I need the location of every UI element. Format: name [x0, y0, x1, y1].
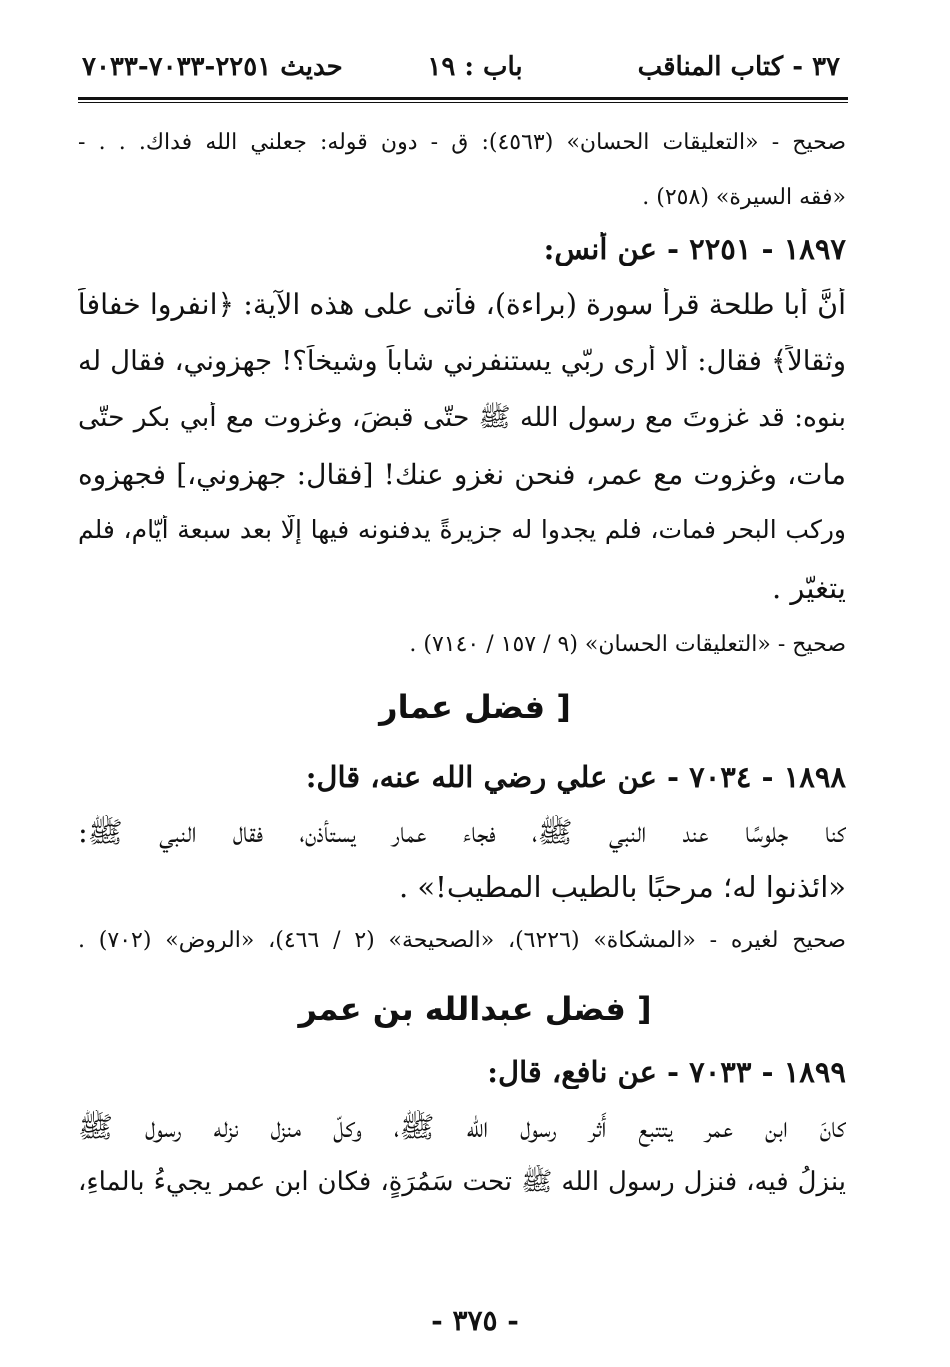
grading-line: صحيح - «التعليقات الحسان» (٩ / ١٥٧ / ٧١٤٠) . [409, 632, 846, 657]
hadith-text-line: مات، وغزوت مع عمر، فنحن نغزو عنك! [فقال: جهزوني،] فجهزوه [78, 458, 846, 491]
hadith-range-header: حديث ٢٢٥١-٧٠٣٣-٧٠٣٣ [82, 52, 343, 82]
hadith-text-line: يتغيّر . [771, 571, 846, 605]
hadith-text-line: كنا جلوسًا عند النبي ﷺ، فجاء عمار يستأذن، فقال النبي ﷺ: [78, 815, 846, 849]
hadith-text-line: كانَ ابن عمر يتتبع أَثر رسول الله ﷺ، وكلّ منزل نزله رسول ﷺ [78, 1110, 846, 1144]
section-title: [ فضل عبدالله بن عمر [298, 990, 652, 1028]
hadith-text-line: بنوه: قد غزوتَ مع رسول الله ﷺ حتّى قبضَ، وغزوت مع أَبي بكر حتّى [78, 402, 846, 433]
header-rule-thin [78, 102, 848, 103]
hadith-text-line: «ائذنوا له؛ مرحبًا بالطيب المطيب!» . [399, 870, 846, 904]
chapter-header: ٣٧ - كتاب المناقب [637, 52, 840, 82]
bab-header: باب : ١٩ [427, 52, 523, 82]
hadith-text-line: وثقالاً﴾ فقال: أَلا أَرى ربّي يستنفرني شاباً وشيخاً؟! جهزوني، فقال له [78, 345, 846, 377]
grading-line: صحيح - «التعليقات الحسان» (٤٥٦٣): ق - دون قوله: جعلني الله فداك. . . - [78, 130, 846, 155]
page-number: - ٣٧٥ - [431, 1304, 519, 1337]
hadith-text-line: أنَّ أَبا طلحة قرأ سورة (براءة)، فأَتى على هذه الآية: ﴿انفروا خفافاً [78, 288, 846, 321]
hadith-text-line: ينزلُ فيه، فنزل رسول الله ﷺ تحت سَمُرَةٍ، فكان ابن عمر يجيءُ بالماءِ، [78, 1167, 846, 1197]
grading-line: «فقه السيرة» (٢٥٨) . [642, 185, 846, 210]
grading-line: صحيح لغيره - «المشكاة» (٦٢٢٦)، «الصحيحة» (٢ / ٤٦٦)، «الروض» (٧٠٢) . [78, 928, 846, 953]
section-title: [ فضل عمار [379, 688, 571, 726]
hadith-heading: ١٨٩٩ - ٧٠٣٣ - عن نافع، قال: [487, 1055, 846, 1089]
hadith-heading: ١٨٩٧ - ٢٢٥١ - عن أنس: [543, 232, 846, 266]
hadith-text-line: وركب البحر فمات، فلم يجدوا له جزيرةً يدفنونه فيها إلّا بعد سبعة أَيّام، فلم [78, 515, 846, 544]
hadith-heading: ١٨٩٨ - ٧٠٣٤ - عن علي رضي الله عنه، قال: [305, 760, 846, 794]
header-rule-thick [78, 97, 848, 100]
